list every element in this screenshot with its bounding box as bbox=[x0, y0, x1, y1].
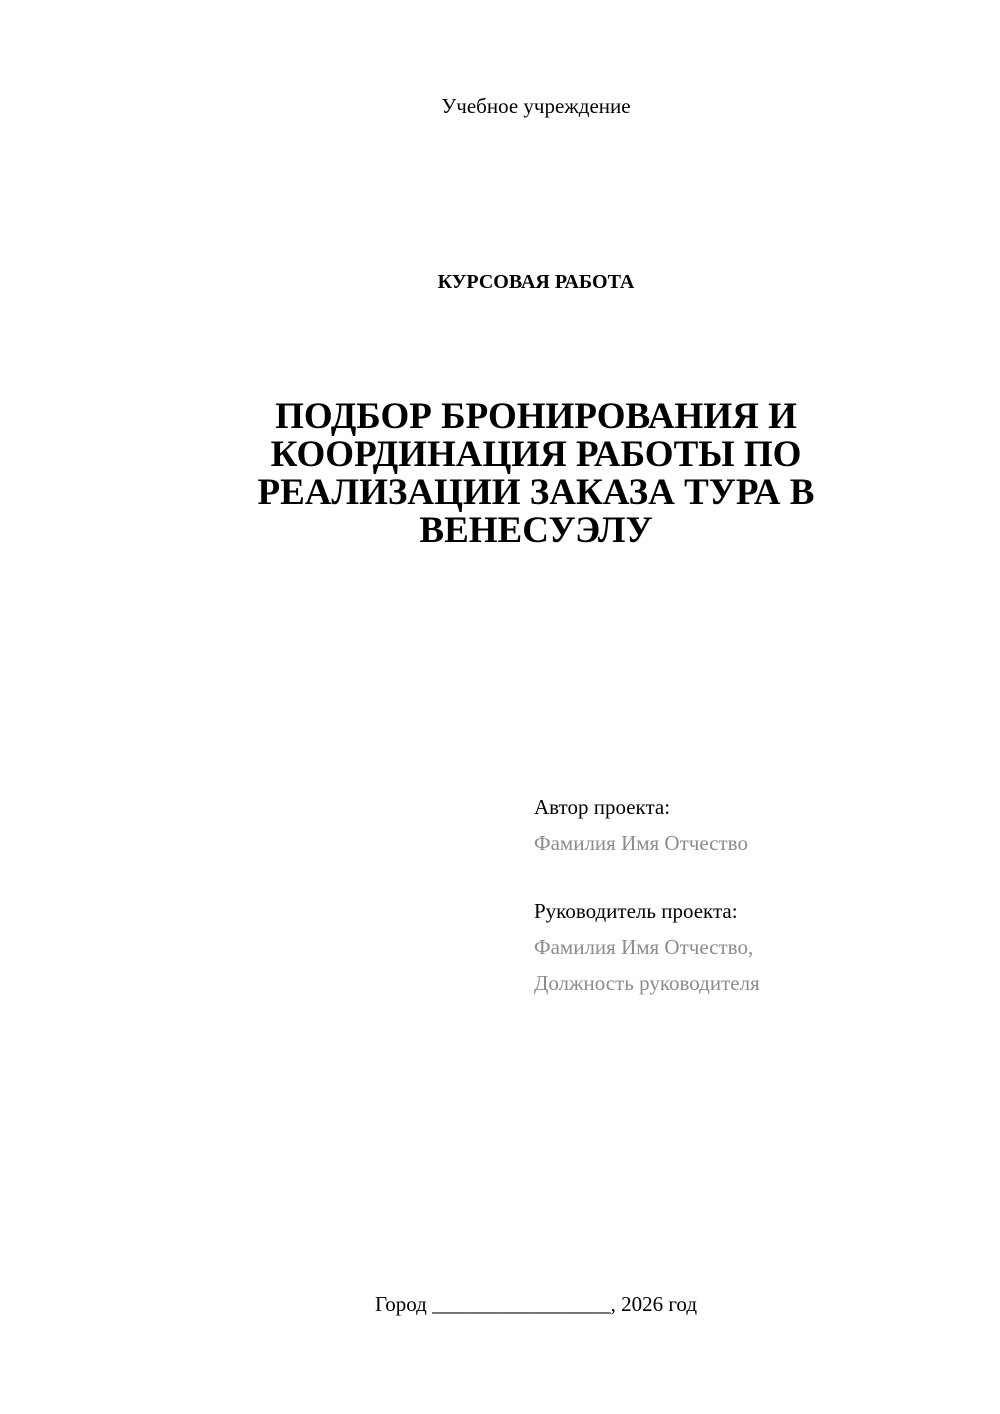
institution-name: Учебное учреждение bbox=[441, 94, 631, 118]
author-label: Автор проекта: bbox=[534, 795, 671, 819]
author-name-placeholder: Фамилия Имя Отчество bbox=[534, 831, 748, 855]
title-line: ВЕНЕСУЭЛУ bbox=[419, 510, 653, 551]
title-line: КООРДИНАЦИЯ РАБОТЫ ПО bbox=[270, 434, 802, 475]
supervisor-position-placeholder: Должность руководителя bbox=[534, 971, 760, 995]
city-year-line: Город _________________, 2026 год bbox=[374, 1292, 698, 1316]
supervisor-name-placeholder: Фамилия Имя Отчество, bbox=[534, 935, 754, 959]
title-line: РЕАЛИЗАЦИИ ЗАКАЗА ТУРА В bbox=[257, 472, 815, 513]
work-type-heading: КУРСОВАЯ РАБОТА bbox=[437, 271, 635, 293]
document-title bbox=[200, 398, 872, 550]
author-block bbox=[534, 789, 748, 861]
title-line: ПОДБОР БРОНИРОВАНИЯ И bbox=[275, 396, 797, 437]
supervisor-block bbox=[534, 893, 760, 1001]
supervisor-label: Руководитель проекта: bbox=[534, 899, 738, 923]
